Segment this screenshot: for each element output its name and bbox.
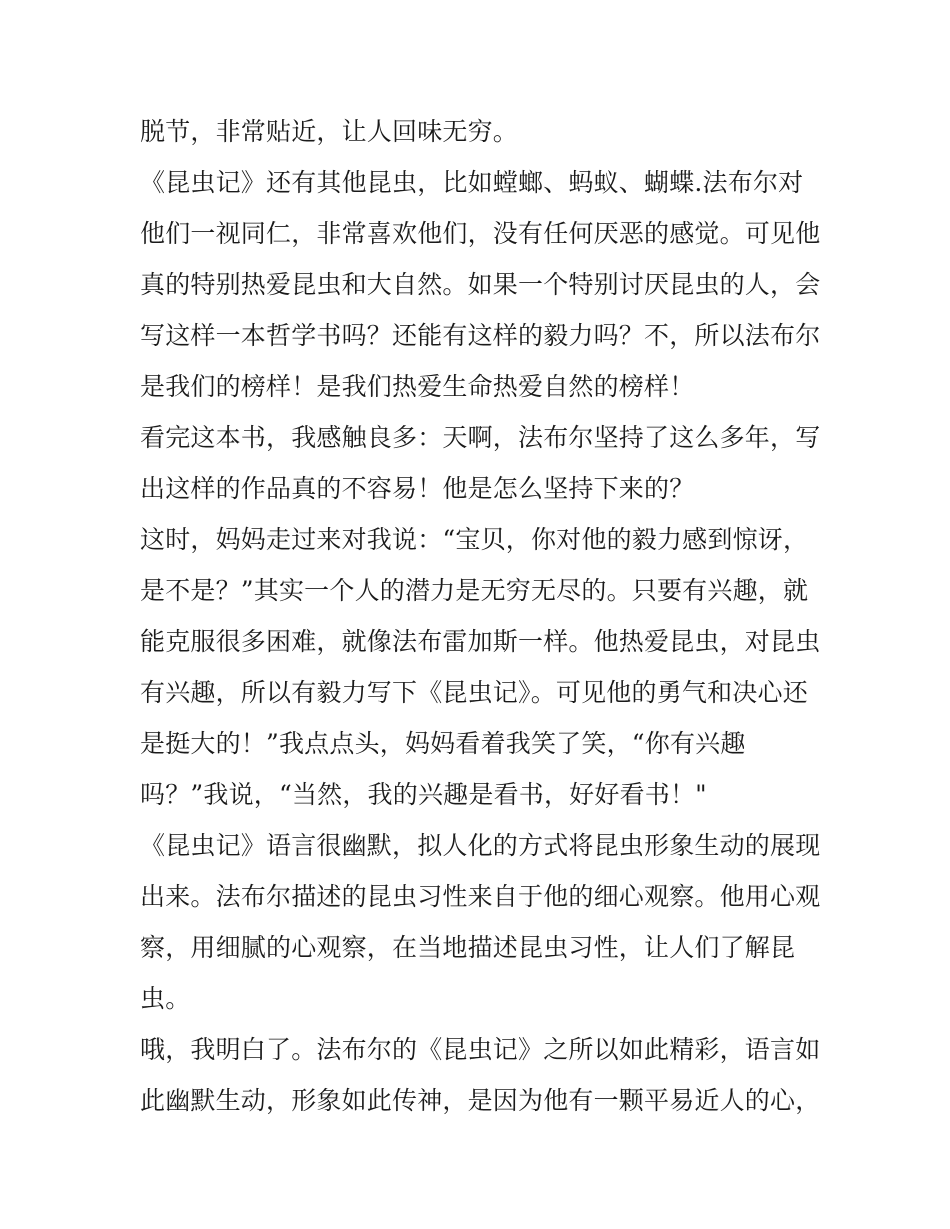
- text-line: 看完这本书，我感触良多：天啊，法布尔坚持了这么多年，写: [140, 423, 821, 452]
- text-line: 出这样的作品真的不容易！他是怎么坚持下来的？: [140, 474, 695, 503]
- text-line: 是不是？”其实一个人的潜力是无穷无尽的。只要有兴趣，就: [140, 576, 809, 605]
- text-line: 有兴趣，所以有毅力写下《昆虫记》。可见他的勇气和决心还: [140, 678, 808, 707]
- essay-text: [140, 106, 820, 1126]
- text-line: 吗？”我说，“当然，我的兴趣是看书，好好看书！": [140, 780, 707, 809]
- text-line: 虫。: [140, 984, 191, 1013]
- text-line: 哦，我明白了。法布尔的《昆虫记》之所以如此精彩，语言如: [140, 1035, 821, 1064]
- text-line: 能克服很多困难，就像法布雷加斯一样。他热爱昆虫，对昆虫: [140, 627, 821, 656]
- text-line: 这时，妈妈走过来对我说：“宝贝，你对他的毅力感到惊讶，: [140, 525, 809, 554]
- text-line: 察，用细腻的心观察，在当地描述昆虫习性，让人们了解昆: [140, 933, 796, 962]
- text-line: 此幽默生动，形象如此传神，是因为他有一颗平易近人的心，: [140, 1086, 821, 1115]
- text-line: 真的特别热爱昆虫和大自然。如果一个特别讨厌昆虫的人，会: [140, 270, 821, 299]
- text-line: 《昆虫记》语言很幽默，拟人化的方式将昆虫形象生动的展现: [140, 831, 821, 860]
- text-line: 《昆虫记》还有其他昆虫，比如螳螂、蚂蚁、蝴蝶.法布尔对: [140, 168, 804, 197]
- text-line: 写这样一本哲学书吗？还能有这样的毅力吗？不，所以法布尔: [140, 321, 821, 350]
- text-line: 脱节，非常贴近，让人回味无穷。: [140, 117, 519, 146]
- text-line: 出来。法布尔描述的昆虫习性来自于他的细心观察。他用心观: [140, 882, 821, 911]
- text-line: 他们一视同仁，非常喜欢他们，没有任何厌恶的感觉。可见他: [140, 219, 821, 248]
- text-line: 是我们的榜样！是我们热爱生命热爱自然的榜样！: [140, 372, 695, 401]
- text-line: 是挺大的！”我点点头，妈妈看着我笑了笑，“你有兴趣: [140, 729, 746, 758]
